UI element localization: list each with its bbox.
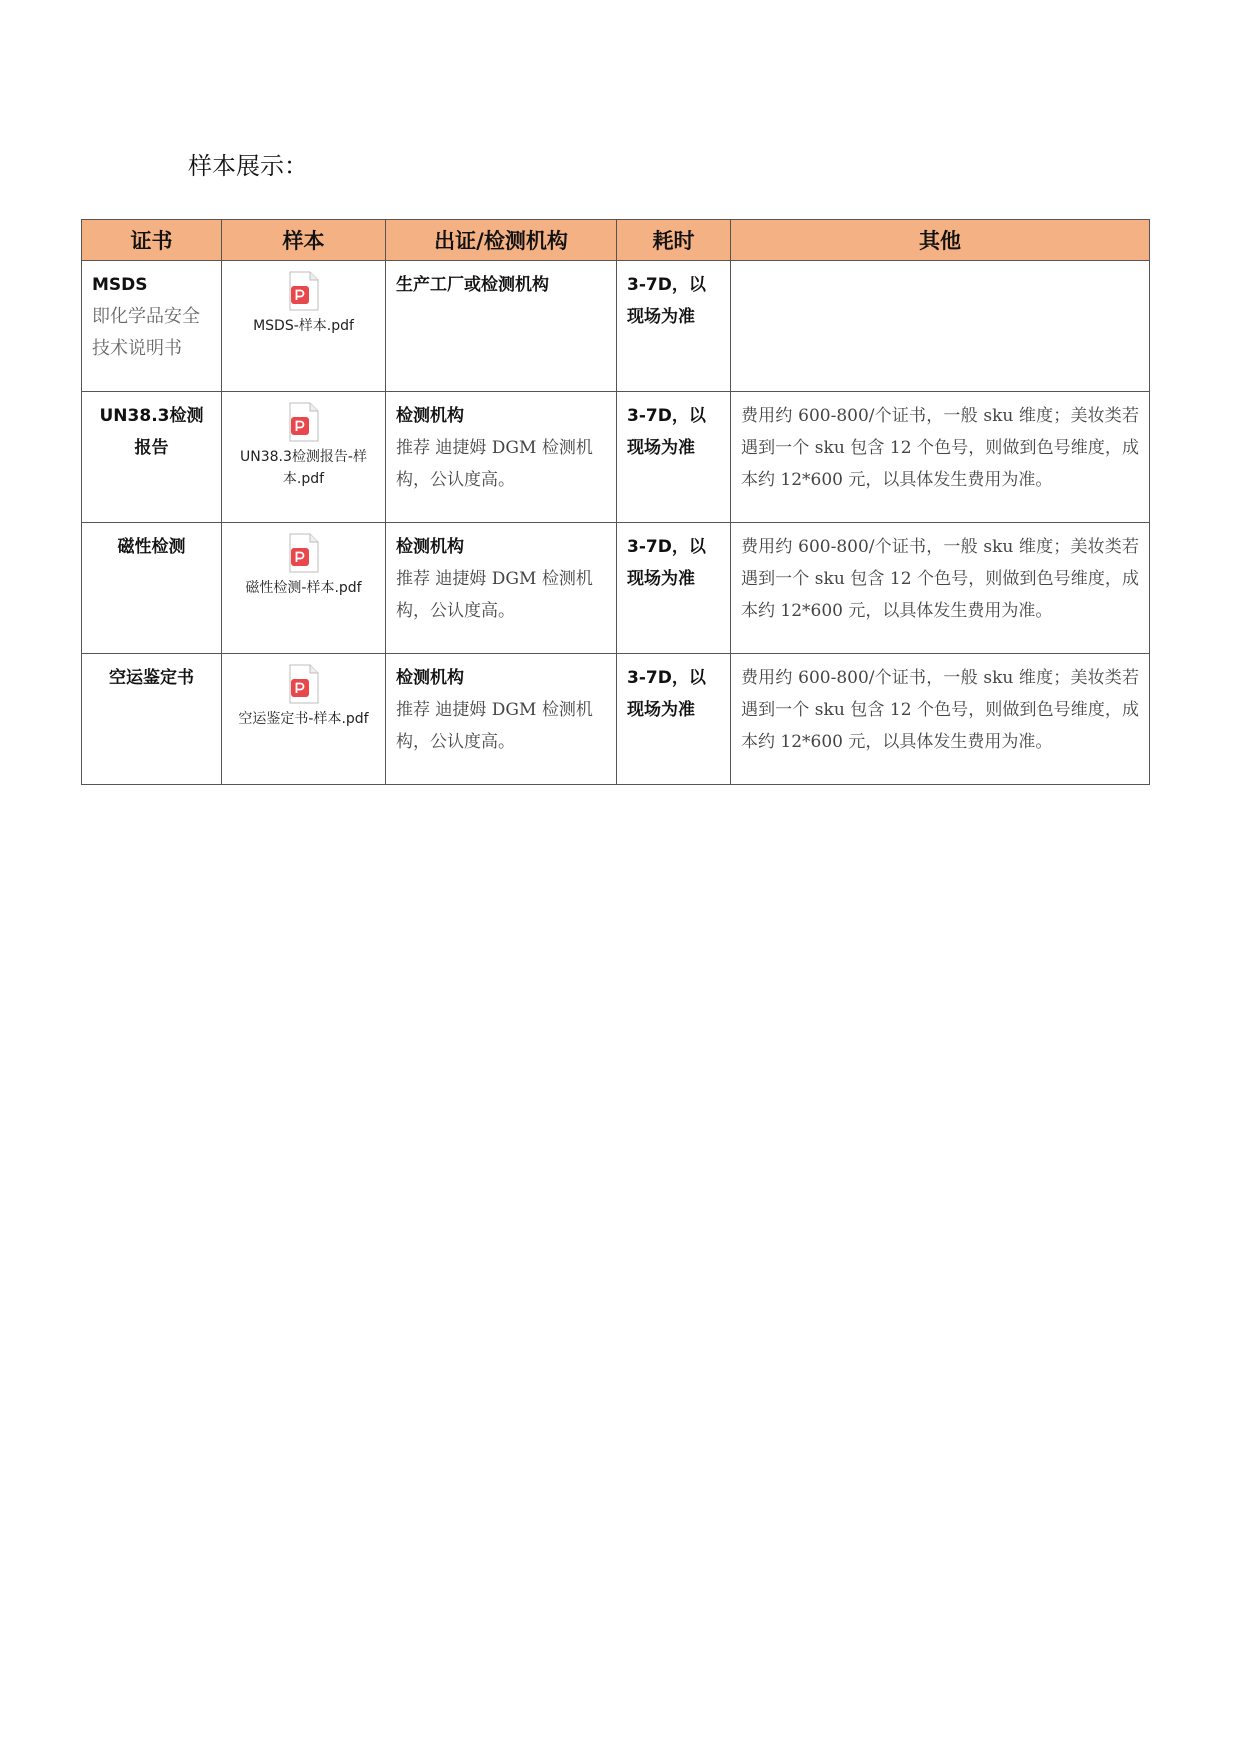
time-cell	[617, 392, 731, 523]
table-row	[82, 654, 1150, 785]
attachment-label[interactable]: 磁性检测-样本.pdf	[245, 580, 362, 596]
attachment[interactable]	[222, 654, 385, 730]
section-title: 样本展示：	[188, 152, 308, 180]
cert-name: MSDS	[92, 275, 148, 295]
org-main: 生产工厂或检测机构	[396, 275, 549, 295]
other-cell	[731, 392, 1150, 523]
cert-name: 磁性检测	[117, 537, 186, 557]
attachment-label[interactable]: UN38.3检测报告-样本.pdf	[240, 449, 367, 487]
other-text: 费用约 600-800/个证书，一般 sku 维度；美妆类若遇到一个 sku 包含 12 个色号，则做到色号维度，成本约 12*600 元，以具体发生费用为准。	[741, 406, 1139, 490]
header-sample: 样本	[222, 220, 386, 261]
other-cell	[731, 654, 1150, 785]
other-text: 费用约 600-800/个证书，一般 sku 维度；美妆类若遇到一个 sku 包含 12 个色号，则做到色号维度，成本约 12*600 元，以具体发生费用为准。	[741, 537, 1139, 621]
table-header-row	[82, 220, 1150, 261]
table-row	[82, 392, 1150, 523]
attachment[interactable]	[222, 261, 385, 337]
sample-cell	[222, 392, 386, 523]
header-org: 出证/检测机构	[386, 220, 617, 261]
org-cell	[386, 392, 617, 523]
time-cell	[617, 654, 731, 785]
pdf-file-icon	[288, 402, 320, 442]
sample-cell	[222, 654, 386, 785]
cert-cell	[82, 654, 222, 785]
org-sub: 推荐 迪捷姆 DGM 检测机构，公认度高。	[396, 700, 593, 752]
org-cell	[386, 261, 617, 392]
time-text: 3-7D，以现场为准	[627, 537, 706, 589]
attachment[interactable]	[222, 392, 385, 490]
attachment[interactable]	[222, 523, 385, 599]
sample-table	[81, 219, 1150, 785]
org-sub: 推荐 迪捷姆 DGM 检测机构，公认度高。	[396, 569, 593, 621]
header-other: 其他	[731, 220, 1150, 261]
org-main: 检测机构	[396, 537, 464, 557]
header-time: 耗时	[617, 220, 731, 261]
pdf-file-icon	[288, 664, 320, 704]
cert-name: UN38.3检测报告	[99, 406, 204, 458]
other-cell	[731, 523, 1150, 654]
cert-cell	[82, 523, 222, 654]
table-row	[82, 261, 1150, 392]
time-text: 3-7D，以现场为准	[627, 668, 706, 720]
sample-cell	[222, 261, 386, 392]
pdf-file-icon	[288, 271, 320, 311]
attachment-label[interactable]: MSDS-样本.pdf	[253, 318, 354, 334]
time-cell	[617, 523, 731, 654]
header-cert: 证书	[82, 220, 222, 261]
sample-cell	[222, 523, 386, 654]
pdf-file-icon	[288, 533, 320, 573]
org-sub: 推荐 迪捷姆 DGM 检测机构，公认度高。	[396, 438, 593, 490]
time-text: 3-7D，以现场为准	[627, 275, 706, 327]
org-main: 检测机构	[396, 668, 464, 688]
cert-cell	[82, 261, 222, 392]
time-cell	[617, 261, 731, 392]
cert-desc: 即化学品安全技术说明书	[92, 306, 200, 359]
org-main: 检测机构	[396, 406, 464, 426]
other-text: 费用约 600-800/个证书，一般 sku 维度；美妆类若遇到一个 sku 包含 12 个色号，则做到色号维度，成本约 12*600 元，以具体发生费用为准。	[741, 668, 1139, 752]
org-cell	[386, 654, 617, 785]
cert-cell	[82, 392, 222, 523]
org-cell	[386, 523, 617, 654]
attachment-label[interactable]: 空运鉴定书-样本.pdf	[238, 711, 369, 727]
cert-name: 空运鉴定书	[109, 668, 194, 688]
table-row	[82, 523, 1150, 654]
other-cell	[731, 261, 1150, 392]
time-text: 3-7D，以现场为准	[627, 406, 706, 458]
